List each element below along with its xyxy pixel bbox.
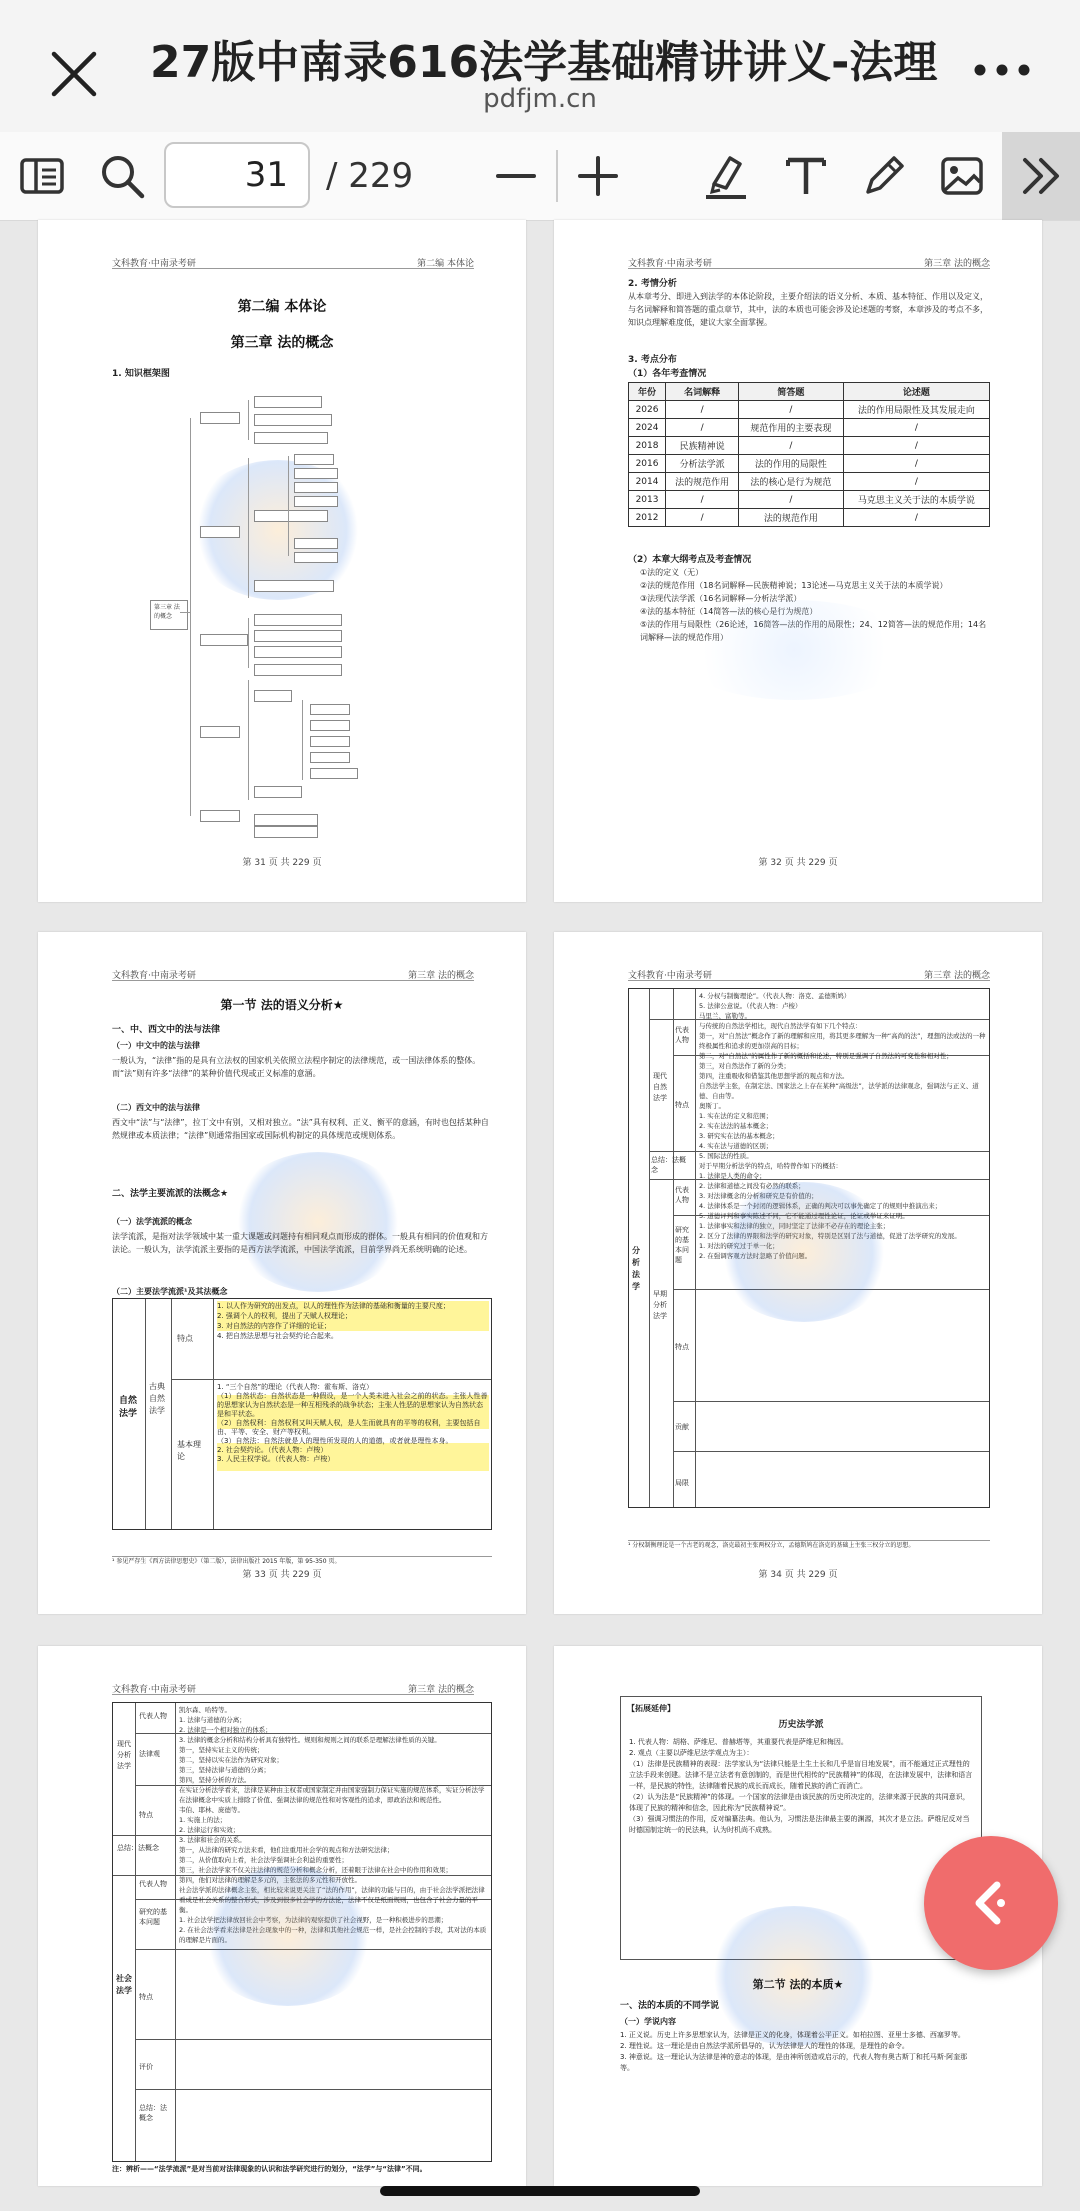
pdf-page-35[interactable] xyxy=(38,1646,526,2186)
theory-list xyxy=(620,2030,980,2074)
text-line: 1. “三个自然”的理论（代表人物：霍布斯、洛克） xyxy=(217,1383,374,1391)
mindmap-connector xyxy=(302,700,303,780)
zoom-in-icon[interactable] xyxy=(572,150,624,202)
row-label: 评价 xyxy=(139,2063,153,2071)
text-line: 5. 国际法的性质。 xyxy=(699,1152,753,1160)
text-line: 社会法学派的法律概念主张，相比较来说更关注了“法的作用”，法律的功能与目的，由于社会法学派把法律看成是社会关系的整合形式，涉及到很多社会学的方法论，法律不仅是纸面规则，也包含了社会力量的平衡。 xyxy=(179,1886,485,1914)
heading-1: 一、法的本质的不同学说 xyxy=(620,2001,720,2011)
text-line: （1）法律是民族精神的表现：法学家认为“法律只能是土生土长和几乎是盲目地发展”，而不能通过正式理性的立法手段来创建。法律不是立法者有意创制的，而是世代相传的“民族精神”的体现，在法律发展中，法律和语言一样，是民族的特性，法律随着民族的成长而成长，随着民族的消亡而消亡。 xyxy=(629,1760,973,1790)
table-header-cell: 简答题 xyxy=(739,383,844,401)
mindmap-node xyxy=(294,468,338,479)
table-header-cell: 论述题 xyxy=(843,383,989,401)
home-indicator xyxy=(380,2186,700,2196)
mindmap-node xyxy=(254,786,302,798)
paragraph-3: 法学流派，是指对法学领域中某一重大课题或问题持有相同观点而形成的群体。一般具有相同的价值观和方法论。一般认为，法学流派主要指的是西方法学流派，中国法学流派，目前学界尚无系统明确的论述。 xyxy=(112,1232,488,1254)
mindmap-node xyxy=(294,552,338,563)
table-row xyxy=(629,473,990,491)
table-cell: 2013 xyxy=(629,491,666,509)
text-line: 马里兰、富勒等。 xyxy=(699,1012,751,1020)
list-item: ①法的定义（无） xyxy=(640,568,704,577)
table-header-cell: 年份 xyxy=(629,383,666,401)
mindmap-node xyxy=(254,396,322,408)
box-content xyxy=(629,1737,973,1836)
mindmap-node xyxy=(310,768,358,779)
floating-action-button[interactable] xyxy=(924,1836,1058,1970)
list-item: ③法现代法学派（16名词解释—分析法学派） xyxy=(640,594,802,603)
text-line: 5. 法律公意说。（代表人物：卢梭） xyxy=(699,1002,802,1010)
back-arrow-icon xyxy=(961,1873,1021,1933)
text-line: 第二，坚持以实在法作为研究对象； xyxy=(179,1756,283,1764)
watermark-logo xyxy=(714,1182,894,1322)
row-label: 特点 xyxy=(139,1811,153,1819)
double-chevron-right-icon xyxy=(1015,150,1067,202)
chapter-title: 第三章 法的概念 xyxy=(230,335,334,351)
section-heading: 1. 知识框架图 xyxy=(112,369,170,379)
sub-school-name: 现代自然法学 xyxy=(653,1072,667,1102)
text-line: 3. 法律和社会的关系。 xyxy=(179,1836,246,1844)
text-line: 对于早期分析法学的特点，哈特曾作如下的概括： xyxy=(699,1162,842,1170)
text-line: （1）自然状态：自然状态是一种假设，是一个人类未进入社会之前的状态。主张人性善的思想家认为自然状态是一种互相残杀的战争状态；主张人性恶的思想家认为自然状态是和平状态。 xyxy=(217,1392,488,1418)
mindmap-connector xyxy=(180,612,190,613)
text-line: 1. 实施上的法； xyxy=(179,1816,227,1824)
table-cell: 2018 xyxy=(629,437,666,455)
text-line: 第二，从价值取向上看，社会法学强调社会利益的重要性； xyxy=(179,1856,348,1864)
table-cell: / xyxy=(843,455,989,473)
image-icon[interactable] xyxy=(936,150,988,202)
bottom-note: 注：辨析——“法学流派”是对当前对法律现象的认识和法学研究进行的划分，“法学”与“法律”不同。 xyxy=(112,2165,427,2173)
page-footer: 第 31 页 共 229 页 xyxy=(242,858,322,868)
more-options-icon[interactable] xyxy=(972,60,1032,80)
row-label: 代表人物 xyxy=(675,1186,689,1204)
table-cell: 法的核心是行为规范 xyxy=(739,473,844,491)
text-line: 2. 理性说。这一理论是由自然法学派所倡导的，认为法律是人的理性的体现，是理性的命令。 xyxy=(620,2042,909,2050)
table-cell: / xyxy=(666,419,739,437)
school-name: 社会法学 xyxy=(116,1974,132,1995)
mindmap-node xyxy=(294,482,338,493)
zoom-out-icon[interactable] xyxy=(490,150,542,202)
features-cell xyxy=(217,1301,489,1341)
mindmap-node xyxy=(200,726,240,738)
table-cell: 2014 xyxy=(629,473,666,491)
table-cell: 2026 xyxy=(629,401,666,419)
row-label: 代表人物 xyxy=(139,1712,167,1720)
watermark-logo xyxy=(228,1152,408,1292)
table-row xyxy=(629,491,990,509)
mindmap-node xyxy=(200,412,240,424)
mindmap-node xyxy=(310,704,350,715)
expand-toolbar-button[interactable] xyxy=(1002,132,1080,220)
table-cell: 法的规范作用 xyxy=(739,509,844,527)
outline-icon[interactable] xyxy=(16,150,68,202)
text-line: 自然法学主张，在制定法、国家法之上存在某种“高级法”，法学派的法律观念，强调法与正义、道德、自由等。 xyxy=(699,1082,979,1100)
table-cell: / xyxy=(666,509,739,527)
sub-school-name: 现代分析法学 xyxy=(117,1740,131,1770)
row-label: 研究的基本问题 xyxy=(675,1226,689,1264)
table-row xyxy=(629,437,990,455)
text-line: 3. 对法律概念的分析和研究是有价值的； xyxy=(699,1192,818,1200)
table-header-row xyxy=(629,383,990,401)
text-line: 韦伯、耶林、庞德等。 xyxy=(179,1806,244,1814)
mindmap-connector xyxy=(248,680,249,800)
box-heading: 历史法学派 xyxy=(778,1720,824,1730)
table-cell: / xyxy=(666,491,739,509)
text-line: 第一，坚持实证主义的传统； xyxy=(179,1746,264,1754)
text-line: 2. 社会契约论。（代表人物：卢梭） xyxy=(217,1446,328,1454)
mindmap-node xyxy=(200,634,248,646)
title-bar xyxy=(0,0,1080,132)
heading-1-1: （一）中文中的法与法律 xyxy=(112,1041,200,1050)
text-line: 3. 对自然法的内容作了详细的论证； xyxy=(217,1322,331,1330)
text-line: 5. 道德评判和事实陈述不同，它不能通过理性论证，论证或举证来证明。 xyxy=(699,1212,909,1220)
text-line: 3. 研究实在法的基本概念； xyxy=(699,1132,779,1140)
text-line: 1. 法律事实和法律的独立，同时坚定了法律不必存在的理论主张； xyxy=(699,1222,890,1230)
mindmap-connector xyxy=(288,456,289,556)
heading-1-2: （二）西文中的法与法律 xyxy=(112,1103,200,1112)
table-cell: / xyxy=(739,491,844,509)
page-footer: 第 34 页 共 229 页 xyxy=(758,1570,838,1580)
mindmap-node xyxy=(294,496,338,507)
text-line: 2. 区分了法律的界限和法学的研究对象，特别是区别了法与道德，促进了法学研究的发展。 xyxy=(699,1232,961,1240)
document-source: pdfjm.cn xyxy=(483,84,597,114)
heading-1: 一、中、西文中的法与法律 xyxy=(112,1025,221,1035)
text-line: 2. 在强调客观方法时忽略了价值问题。 xyxy=(699,1252,812,1260)
text-line: 1. 对法的研究过于单一化； xyxy=(699,1242,779,1250)
text-line: 1. 法律是人类的命令； xyxy=(699,1172,766,1180)
mindmap-node xyxy=(254,414,332,426)
row-label: 法律观 xyxy=(139,1750,160,1758)
text-line: 第一，从法律的研究方法来看，他们注重用社会学的观点和方法研究法律； xyxy=(179,1846,394,1854)
table-cell: 分析法学派 xyxy=(666,455,739,473)
mindmap-node xyxy=(254,630,342,642)
page-header: 文科教育·中南录考研 第三章 法的概念 xyxy=(112,1682,474,1695)
list-item: ④法的基本特征（14简答—法的核心是行为规范） xyxy=(640,607,818,616)
text-line: 第三，对自然法作了新的分类； xyxy=(699,1062,790,1070)
box-title: 【拓展延伸】 xyxy=(627,1704,675,1713)
page-number-input[interactable]: 31 xyxy=(164,142,310,208)
pdf-page-32[interactable] xyxy=(554,220,1042,902)
text-line: 4. 法律体系是一个封闭的逻辑体系，正确的判决可以事先确定了的规则中推演出来； xyxy=(699,1202,942,1210)
mindmap-node xyxy=(200,526,240,538)
text-line: 在实证分析法学看来，法律是某种由主权者或国家制定并由国家强制力保证实施的规范体系，实证分析法学在法律概念中实质上排除了价值、强调法律的规范性和对客观性的追求，即政治法和规范性。 xyxy=(179,1786,485,1804)
mindmap-node xyxy=(200,810,240,822)
list-item: ②法的规范作用（18名词解释—民族精神说；13论述—马克思主义关于法的本质学说） xyxy=(640,581,948,590)
mindmap-node xyxy=(254,646,342,658)
mindmap-node xyxy=(254,614,342,626)
theory-cell xyxy=(217,1383,489,1464)
footnote: ¹ 分权制衡理论是一个古老的观念，洛克最初主张两权分立，孟德斯鸠在洛克的基础上主张三权分立的思想。 xyxy=(628,1540,990,1550)
text-line: 3. 法律的概念分析和结构分析具有独特性。规则和规则之间的联系是理解法律性质的关键。 xyxy=(179,1736,441,1744)
list-heading: （2）本章大纲考点及考查情况 xyxy=(628,555,752,565)
table-cell: 2024 xyxy=(629,419,666,437)
text-line: 第三，坚持法律与道德的分离； xyxy=(179,1766,270,1774)
text-line: 2. 法律运行和实效； xyxy=(179,1826,240,1834)
text-line: 第二，对“自然法”的属性作了新的概括和论述，特别是强调了自然法的可变性和相对性； xyxy=(699,1052,953,1060)
mindmap-node xyxy=(254,664,342,676)
mindmap-node xyxy=(310,752,350,763)
text-line: 第四，他们对法律的理解是多元的，主张法的多元性和开放性。 xyxy=(179,1876,361,1884)
heading-1-1: （一）学说内容 xyxy=(620,2017,676,2026)
row-label-theory: 基本理论 xyxy=(177,1440,201,1461)
mindmap-node xyxy=(294,538,338,549)
text-line: 1. 实在法的定义和范围； xyxy=(699,1112,773,1120)
table-row xyxy=(629,419,990,437)
table-cell: 民族精神说 xyxy=(666,437,739,455)
page-header: 文科教育·中南录考研 第三章 法的概念 xyxy=(112,968,474,981)
pdf-page-31[interactable] xyxy=(38,220,526,902)
table-cell: 法的作用局限性及其发展走向 xyxy=(843,401,989,419)
mindmap-node xyxy=(254,580,334,592)
exam-history-table xyxy=(628,382,990,527)
page-footer: 第 32 页 共 229 页 xyxy=(758,858,838,868)
table-cell: 2012 xyxy=(629,509,666,527)
text-line: （2）自然权利：自然权利又叫天赋人权，是人生而就具有的平等的权利，主要包括自由、平等、安全、财产等权利。 xyxy=(217,1419,481,1436)
analysis-heading: 2. 考情分析 xyxy=(628,279,677,289)
page-header: 文科教育·中南录考研 第二编 本体论 xyxy=(112,256,474,269)
row-label: 局限 xyxy=(675,1479,689,1487)
school-name: 分析法学 xyxy=(632,1246,640,1291)
text-line: 与传统的自然法学相比，现代自然法学有如下几个特点： xyxy=(699,1022,862,1030)
text-line: 2. 强调个人的权利，提出了天赋人权理论； xyxy=(217,1312,352,1320)
table-row xyxy=(629,401,990,419)
watermark-logo xyxy=(674,600,914,700)
text-line: 1. 法律与道德的分离； xyxy=(179,1716,246,1724)
text-line: 3. 人民主权学说。（代表人物：卢梭） xyxy=(217,1455,335,1463)
list-item: ⑤法的作用与局限性（26论述，16简答—法的作用的局限性；24、12简答—法的规范作用；14名词解释—法的规范作用） xyxy=(640,620,987,642)
text-line: （3）自然法：自然法就是人的理性所发现的人的道德，或者就是理性本身。 xyxy=(217,1437,453,1445)
table-cell: 2016 xyxy=(629,455,666,473)
text-line: 2. 法律是一个相对独立的体系； xyxy=(179,1726,272,1734)
table-cell: / xyxy=(843,509,989,527)
heading-2: 二、法学主要流派的法概念★ xyxy=(112,1189,229,1199)
mindmap-connector xyxy=(190,418,191,816)
text-line: 4. 把自然法思想与社会契约论合起来。 xyxy=(217,1332,338,1340)
row-label: 总结：法概念 xyxy=(139,2104,167,2122)
table-body xyxy=(629,401,990,527)
text-icon[interactable] xyxy=(780,150,832,202)
row-label: 特点 xyxy=(139,1993,153,2001)
row-label: 贡献 xyxy=(675,1423,689,1431)
row-label: 总结：法概念 xyxy=(117,1844,159,1852)
row-label: 研究的基本问题 xyxy=(139,1908,167,1926)
text-line: 4. 实在法与道德的区别； xyxy=(699,1142,773,1150)
mindmap-node xyxy=(254,432,328,444)
paragraph-2: 西文中“法”与“法律”，拉丁文中有别，又相对独立。“法”具有权利、正义、衡平的意涵，有时也包括某种自然规律或本质法律；“法律”则通常指国家或国际机构制定的具体规范或规则体系。 xyxy=(112,1118,489,1140)
row-label: 特点 xyxy=(675,1343,689,1351)
toolbar-divider xyxy=(556,150,558,202)
table-cell: 法的作用的局限性 xyxy=(739,455,844,473)
sub-school-name: 早期分析法学 xyxy=(653,1290,667,1320)
text-line: 4. 分权与制衡理论”。（代表人物：洛克、孟德斯鸠） xyxy=(699,992,851,1000)
table-cell: 规范作用的主要表现 xyxy=(739,419,844,437)
row-label-features: 特点 xyxy=(177,1334,193,1343)
mindmap-node xyxy=(310,736,350,747)
mindmap-node xyxy=(254,510,328,522)
schools-table xyxy=(112,1298,492,1530)
text-line: 第三，社会法学家不仅关注法律的规范分析和概念分析，还着眼于法律在社会中的作用和效果； xyxy=(179,1866,452,1874)
mindmap-node xyxy=(254,814,318,826)
text-line: 1. 正义说。历史上许多思想家认为，法律是正义的化身，体现着公平正义。如柏拉图、亚里士多德、西塞罗等。 xyxy=(620,2031,965,2039)
text-line: （3）强调习惯法的作用，反对编纂法典。他认为，习惯法是法律最主要的渊源，其次才是立法。萨维尼反对当时德国制定统一的民法典，认为时机尚不成熟。 xyxy=(629,1815,970,1834)
text-line: 1. 代表人物：胡格、萨维尼、普赫塔等，其重要代表是萨维尼和梅因。 xyxy=(629,1738,848,1746)
text-line: 2. 实在法法的基本概念； xyxy=(699,1122,773,1130)
table-cell: 法的规范作用 xyxy=(666,473,739,491)
table-cell: / xyxy=(843,473,989,491)
mindmap-root: 第三章 法的概念 xyxy=(150,600,188,630)
text-line: 第四，坚持分析的方法。 xyxy=(179,1776,251,1784)
text-line: （2）认为法是“民族精神”的体现。一个国家的法律是由该民族的历史所决定的，法律来源于民族的共同意识，体现了民族的精神和信念，因此称为“民族精神说”。 xyxy=(629,1793,970,1812)
table-row xyxy=(629,509,990,527)
row-label: 代表人物 xyxy=(139,1880,167,1888)
reader-toolbar xyxy=(0,132,1080,221)
mindmap-node xyxy=(254,690,292,702)
mindmap-node xyxy=(310,720,350,731)
page-total: / 229 xyxy=(326,156,414,196)
text-line: 2. 在社会法学看来法律是社会现象中的一种，法律和其他社会规范一样，是社会控制的手段，其对法的本质的理解是片面的。 xyxy=(179,1926,487,1944)
heading-2-1: （一）法学流派的概念 xyxy=(112,1217,192,1226)
text-line: 凯尔森、哈特等。 xyxy=(179,1706,231,1714)
mindmap-connector xyxy=(248,618,249,668)
text-line: 2. 法律和道德之间没有必然的联系； xyxy=(699,1182,805,1190)
table-header-cell: 名词解释 xyxy=(666,383,739,401)
table-row xyxy=(629,455,990,473)
footnote: ¹ 参见严存生《西方法律思想史》（第二版），法律出版社 2015 年版，第 95-350 页。 xyxy=(112,1556,492,1566)
heading-2-2: （二）主要法学流派¹及其法概念 xyxy=(112,1287,228,1296)
page-footer: 第 33 页 共 229 页 xyxy=(242,1570,322,1580)
pen-icon[interactable] xyxy=(858,150,910,202)
highlighter-icon[interactable] xyxy=(700,150,752,202)
table-cell: / xyxy=(843,437,989,455)
row-label: 总结：法概念 xyxy=(651,1156,686,1174)
watermark-logo xyxy=(198,1866,378,2006)
document-title: 27版中南录616法学基础精讲讲义-法理 xyxy=(150,37,938,86)
table-cell: / xyxy=(739,437,844,455)
text-line: 2. 观点（主要以萨维尼法学观点为主）： xyxy=(629,1749,754,1757)
sub-school-name: 古典自然法学 xyxy=(149,1382,165,1415)
row-label: 代表人物 xyxy=(675,1026,689,1044)
section-title: 第二节 法的本质★ xyxy=(752,1978,844,1991)
paragraph-1: 一般认为，“法律”指的是具有立法权的国家机关依照立法程序制定的法律规范，或一国法律体系的整体。而“法”则有许多“法律”的某种价值代现或正义标准的意涵。 xyxy=(112,1056,481,1078)
section-title: 第一节 法的语义分析★ xyxy=(220,998,344,1012)
text-line: 3. 神意说。这一理论认为法律是神的意志的体现，是由神所创造或启示的，代表人物有奥古斯丁和托马斯·阿奎那等。 xyxy=(620,2053,968,2072)
text-line: 第四，注重吸收和借鉴其他思想学派的观点和方法。 xyxy=(699,1072,849,1080)
row-label: 特点 xyxy=(675,1101,689,1109)
table-cell: / xyxy=(843,419,989,437)
table-cell: / xyxy=(666,401,739,419)
search-icon[interactable] xyxy=(96,150,148,202)
points-heading: 3. 考点分布 xyxy=(628,355,677,365)
text-line: 奥斯丁。 xyxy=(699,1102,725,1110)
text-line: 第一，对“自然法”概念作了新的理解和应用，将其更多理解为一种“高尚的法”，理想的法或法的一种终极属性和追求的更加崇高的目标； xyxy=(699,1032,986,1050)
mindmap-node xyxy=(294,454,334,465)
table-cell: / xyxy=(739,401,844,419)
table-cell: 马克思主义关于法的本质学说 xyxy=(843,491,989,509)
page-header: 文科教育·中南录考研 第三章 法的概念 xyxy=(628,968,990,981)
school-name: 自然法学 xyxy=(119,1396,138,1419)
pdf-page-33[interactable] xyxy=(38,932,526,1614)
analysis-text: 从本章考分、即进入到法学的本体论阶段，主要介绍法的语义分析、本质、基本特征、作用以及定义，与名词解释和简答题的重点章节，其中，法的本质也可能会涉及论述题的考察，本章涉及的考点不多，知识点理解难度低，建议大家全面掌握。 xyxy=(628,292,988,327)
mindmap-connector xyxy=(248,400,249,440)
text-line: 1. 社会法学把法律放回社会中考察，为法律的观察提供了社会视野，是一种积极进步的思潮； xyxy=(179,1916,448,1924)
mindmap-node xyxy=(254,826,318,838)
page-header: 文科教育·中南录考研 第三章 法的概念 xyxy=(628,256,990,269)
text-line: 1. 以人作为研究的出发点，以人的理性作为法律的基础和衡量的主要尺度； xyxy=(217,1302,450,1310)
pdf-page-34[interactable] xyxy=(554,932,1042,1614)
table-heading: （1）各年考查情况 xyxy=(628,369,707,379)
mindmap-connector xyxy=(248,458,249,598)
part-title: 第二编 本体论 xyxy=(237,299,327,315)
